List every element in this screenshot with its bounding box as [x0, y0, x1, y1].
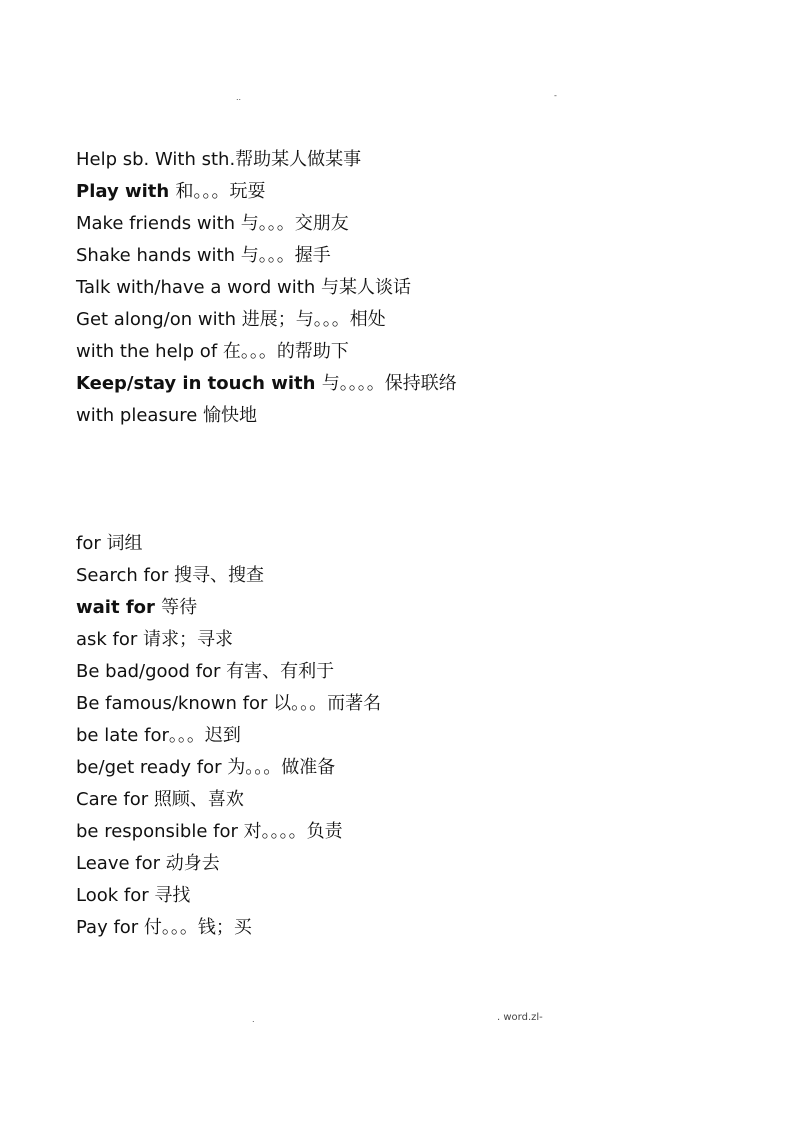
phrase-line [76, 176, 457, 208]
footer-right-mark: . word.zl- [497, 1012, 543, 1023]
phrase-english: Keep/stay in touch with [76, 373, 322, 394]
phrase-chinese: 寻找 [154, 885, 191, 906]
with-phrase-list [76, 144, 457, 432]
phrase-line [76, 624, 381, 656]
phrase-english: Leave for [76, 853, 166, 874]
phrase-line [76, 240, 457, 272]
phrase-chinese: 与某人谈话 [320, 277, 411, 298]
phrase-line [76, 912, 381, 944]
phrase-english: for [76, 533, 107, 554]
phrase-chinese: 动身去 [165, 853, 220, 874]
phrase-chinese: 等待 [161, 597, 198, 618]
phrase-chinese: 进展；与。。。相处 [241, 309, 386, 330]
header-left-mark: .. [236, 93, 242, 102]
phrase-chinese: 对。。。。负责 [243, 821, 343, 842]
phrase-chinese: 照顾、喜欢 [153, 789, 244, 810]
phrase-line [76, 336, 457, 368]
phrase-english: be responsible for [76, 821, 244, 842]
phrase-line [76, 688, 381, 720]
phrase-english: Pay for [76, 917, 144, 938]
phrase-line [76, 304, 457, 336]
phrase-chinese: 愉快地 [203, 405, 258, 426]
phrase-english: Care for [76, 789, 154, 810]
phrase-chinese: 与。。。交朋友 [240, 213, 349, 234]
phrase-line [76, 880, 381, 912]
phrase-chinese: 付。。。钱；买 [143, 917, 252, 938]
phrase-line [76, 816, 381, 848]
phrase-english: be late for [76, 725, 169, 746]
phrase-chinese: 请求；寻求 [143, 629, 234, 650]
phrase-chinese: 搜寻、搜查 [174, 565, 265, 586]
phrase-line [76, 560, 381, 592]
phrase-line [76, 656, 381, 688]
phrase-english: be/get ready for [76, 757, 228, 778]
phrase-english: Talk with/have a word with [76, 277, 321, 298]
phrase-chinese: 有害、有利于 [226, 661, 335, 682]
phrase-chinese: 词组 [106, 533, 143, 554]
phrase-line [76, 144, 457, 176]
phrase-english: Play with [76, 181, 176, 202]
phrase-chinese: 帮助某人做某事 [235, 149, 362, 170]
phrase-chinese: 。。。迟到 [168, 725, 241, 746]
footer-left-mark: . [252, 1015, 255, 1024]
phrase-chinese: 与。。。。保持联络 [321, 373, 457, 394]
phrase-english: Be famous/known for [76, 693, 274, 714]
phrase-english: Shake hands with [76, 245, 241, 266]
phrase-english: wait for [76, 597, 162, 618]
phrase-chinese: 以。。。而著名 [273, 693, 382, 714]
phrase-english: with pleasure [76, 405, 204, 426]
phrase-line [76, 208, 457, 240]
phrase-line [76, 592, 381, 624]
phrase-line [76, 368, 457, 400]
phrase-english: Help sb. With sth. [76, 149, 236, 170]
phrase-chinese: 和。。。玩耍 [175, 181, 266, 202]
phrase-chinese: 为。。。做准备 [227, 757, 336, 778]
phrase-line [76, 848, 381, 880]
phrase-line [76, 400, 457, 432]
phrase-english: with the help of [76, 341, 223, 362]
phrase-line [76, 752, 381, 784]
phrase-line [76, 528, 381, 560]
for-phrase-list [76, 528, 381, 944]
phrase-english: Get along/on with [76, 309, 242, 330]
phrase-english: Be bad/good for [76, 661, 227, 682]
phrase-line [76, 720, 381, 752]
phrase-english: Make friends with [76, 213, 241, 234]
phrase-chinese: 与。。。握手 [240, 245, 331, 266]
phrase-chinese: 在。。。的帮助下 [222, 341, 349, 362]
phrase-english: Look for [76, 885, 155, 906]
header-right-mark: - [554, 91, 557, 100]
phrase-line [76, 784, 381, 816]
phrase-line [76, 272, 457, 304]
phrase-english: Search for [76, 565, 175, 586]
phrase-english: ask for [76, 629, 144, 650]
